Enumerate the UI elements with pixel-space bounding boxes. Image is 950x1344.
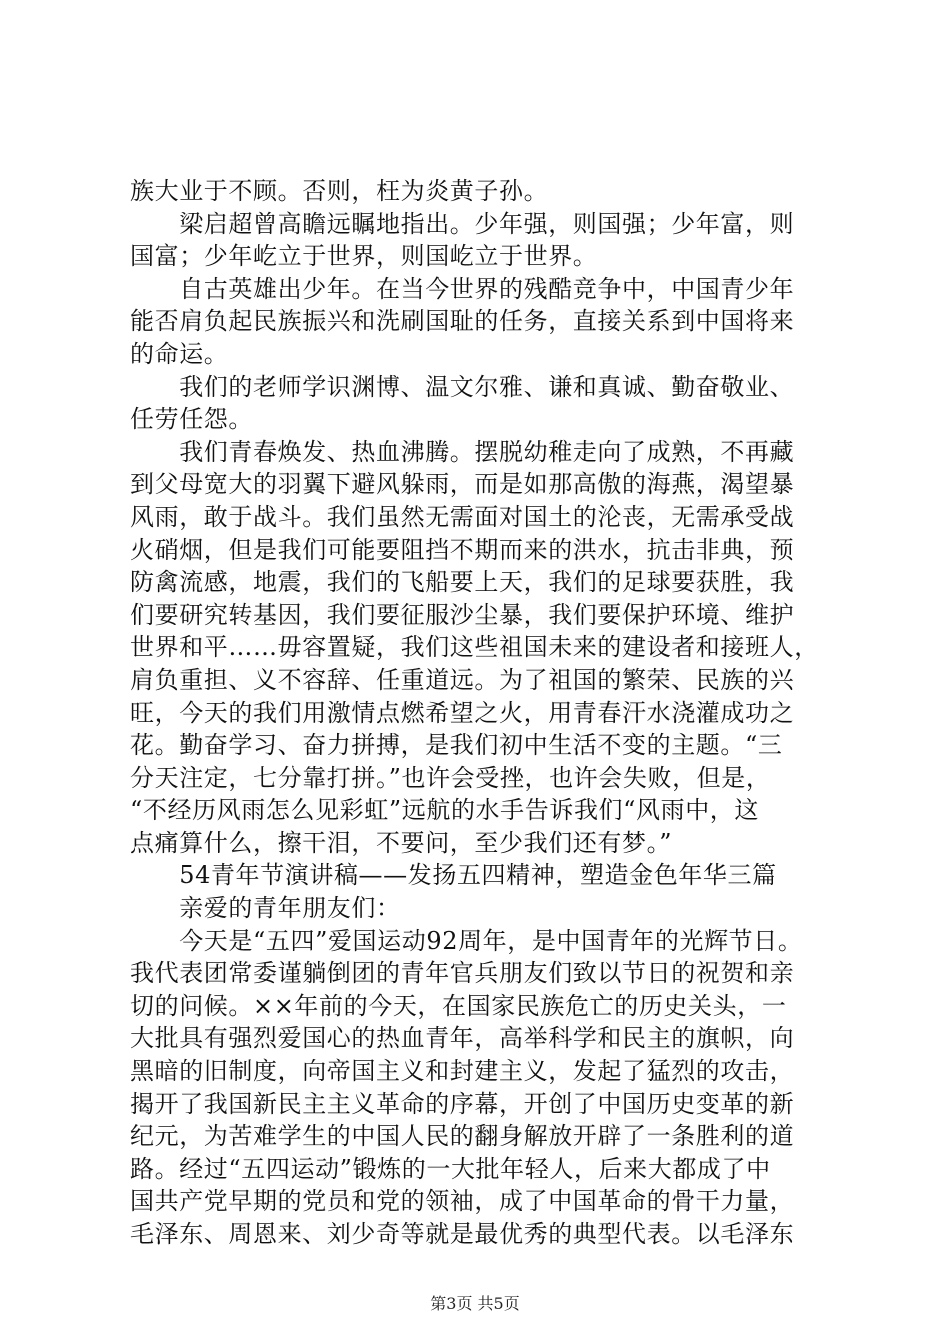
- text-line: 肩负重担、义不容辞、任重道远。为了祖国的繁荣、民族的兴: [130, 665, 795, 694]
- text-line: 黑暗的旧制度，向帝国主义和封建主义，发起了猛烈的攻击，: [130, 1057, 795, 1086]
- text-line: 花。勤奋学习、奋力拼搏，是我们初中生活不变的主题。“三: [130, 731, 783, 760]
- text-line: 54青年节演讲稿——发扬五四精神，塑造金色年华三篇: [130, 861, 777, 890]
- text-line: 梁启超曾高瞻远瞩地指出。少年强，则国强；少年富，则: [130, 209, 795, 238]
- text-line: 旺，今天的我们用激情点燃希望之火，用青春汗水浇灌成功之: [130, 698, 795, 727]
- text-line: 的命运。: [130, 339, 229, 368]
- document-body: [130, 175, 830, 1251]
- text-line: 国富；少年屹立于世界，则国屹立于世界。: [130, 242, 598, 271]
- text-line: 自古英雄出少年。在当今世界的残酷竞争中，中国青少年: [130, 274, 795, 303]
- text-line: 防禽流感，地震，我们的飞船要上天，我们的足球要获胜，我: [130, 568, 795, 597]
- text-line: 点痛算什么，擦干泪，不要问，至少我们还有梦。”: [130, 828, 673, 857]
- text-line: 世界和平……毋容置疑，我们这些祖国未来的建设者和接班人，: [130, 633, 819, 662]
- text-line: 我们的老师学识渊博、温文尔雅、谦和真诚、勤奋敬业、: [130, 372, 795, 401]
- text-line: 亲爱的青年朋友们：: [130, 894, 401, 923]
- text-line: 分天注定，七分靠打拼。”也许会受挫，也许会失败，但是，: [130, 763, 771, 792]
- text-line: 揭开了我国新民主主义革命的序幕，开创了中国历史变革的新: [130, 1089, 795, 1118]
- page-footer: 第3页 共5页: [430, 1294, 520, 1313]
- text-line: 大批具有强烈爱国心的热血青年，高举科学和民主的旗帜，向: [130, 1024, 795, 1053]
- text-line: “不经历风雨怎么见彩虹”远航的水手告诉我们“风雨中，这: [130, 796, 760, 825]
- text-line: 风雨，敢于战斗。我们虽然无需面对国土的沦丧，无需承受战: [130, 502, 795, 531]
- text-line: 族大业于不顾。否则，枉为炎黄子孙。: [130, 177, 549, 205]
- text-line: 任劳任怨。: [130, 405, 253, 434]
- text-line: 我代表团常委谨躺倒团的青年官兵朋友们致以节日的祝贺和亲: [130, 959, 795, 988]
- text-line: 国共产党早期的党员和党的领袖，成了中国革命的骨干力量，: [130, 1187, 795, 1216]
- text-line: 火硝烟，但是我们可能要阻挡不期而来的洪水，抗击非典，预: [130, 535, 795, 564]
- text-line: 我们青春焕发、热血沸腾。摆脱幼稚走向了成熟，不再藏: [130, 437, 795, 466]
- text-line: 路。经过“五四运动”锻炼的一大批年轻人，后来大都成了中: [130, 1154, 771, 1183]
- text-line: 纪元，为苦难学生的中国人民的翻身解放开辟了一条胜利的道: [130, 1122, 795, 1151]
- text-line: 切的问候。××年前的今天，在国家民族危亡的历史关头，一: [130, 991, 787, 1020]
- text-line: 能否肩负起民族振兴和洗刷国耻的任务，直接关系到中国将来: [130, 307, 795, 336]
- text-line: 毛泽东、周恩来、刘少奇等就是最优秀的典型代表。以毛泽东: [130, 1220, 795, 1248]
- text-line: 今天是“五四”爱国运动92周年，是中国青年的光辉节日。: [130, 926, 803, 955]
- text-line: 到父母宽大的羽翼下避风躲雨，而是如那高傲的海燕，渴望暴: [130, 470, 795, 499]
- text-line: 们要研究转基因，我们要征服沙尘暴，我们要保护环境、维护: [130, 600, 795, 629]
